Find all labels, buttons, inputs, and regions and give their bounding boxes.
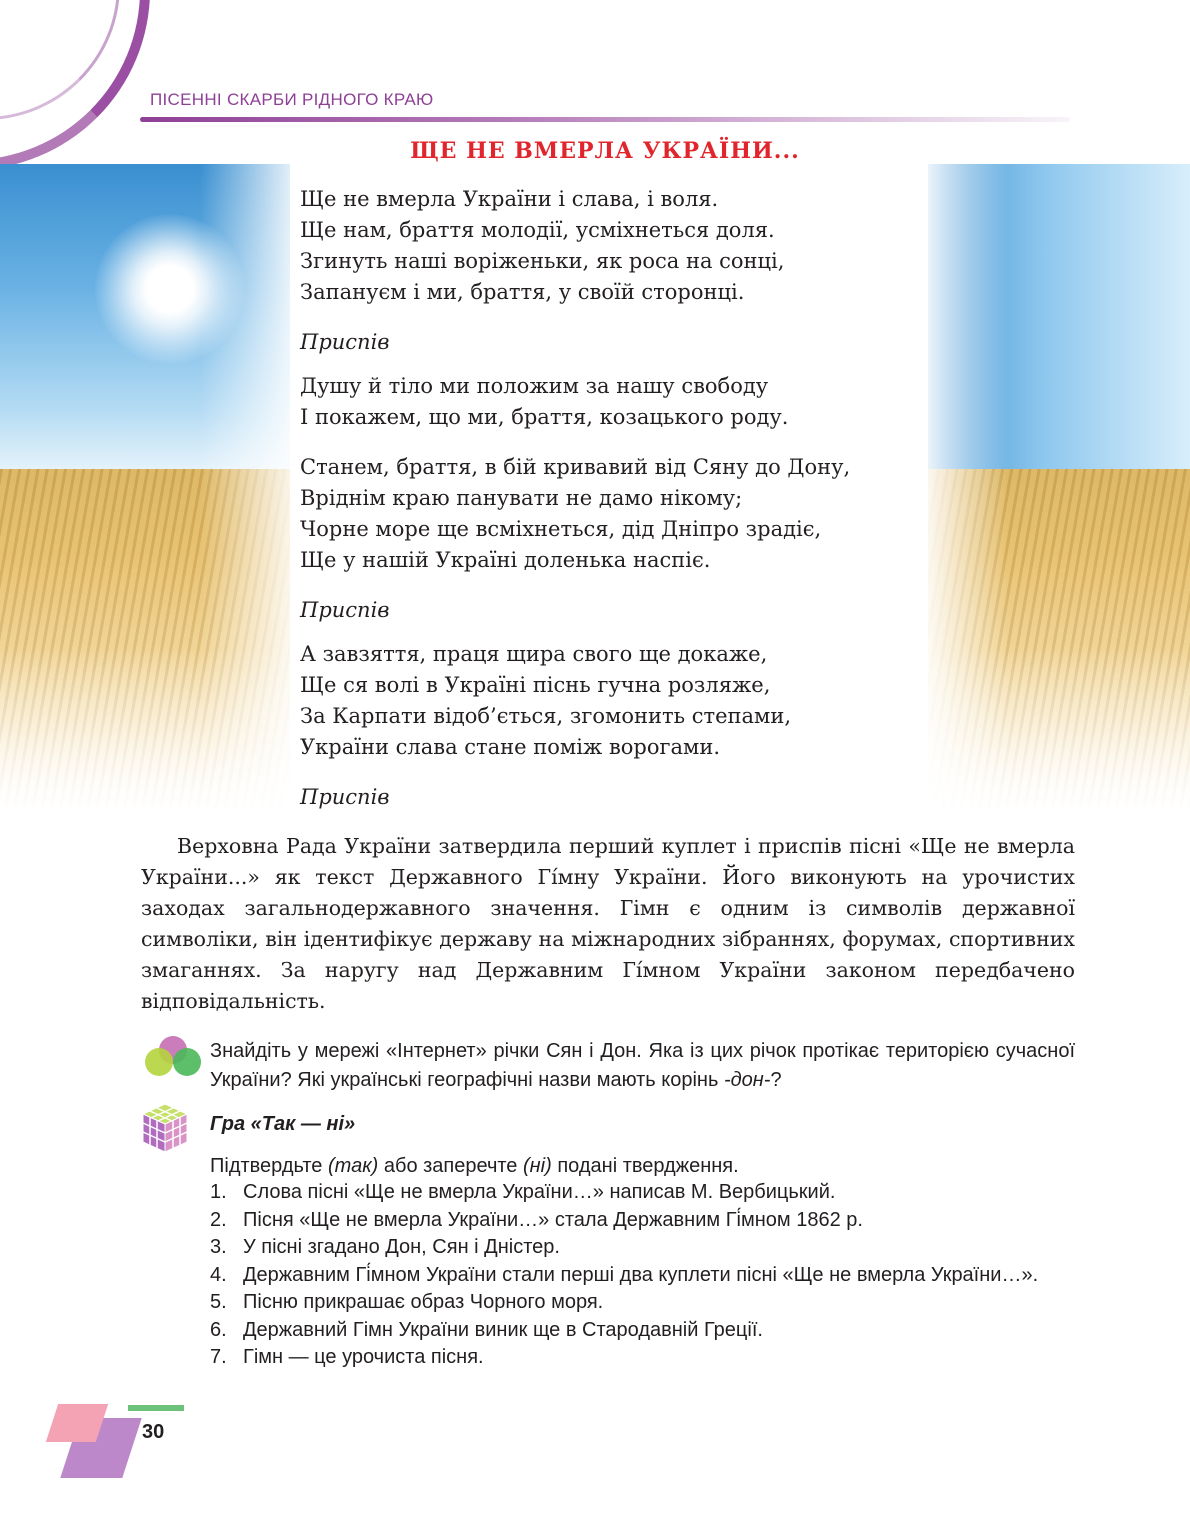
game-intro-part: подані твердження. [551,1155,739,1177]
page-number: 30 [142,1421,165,1443]
poem-line: Згинуть наші воріженьки, як роса на сонці, [300,249,785,273]
list-item [210,1234,1075,1262]
refrain-label: Приспів [300,785,390,809]
poem-line: Вріднім краю панувати не дамо нікому; [300,486,743,510]
poem-text [300,184,940,826]
list-item [210,1344,1075,1372]
list-item [210,1179,1075,1207]
list-item-number: 1. [210,1181,227,1203]
page-number-underline [128,1405,184,1411]
list-item-number: 4. [210,1263,227,1286]
list-item [210,1289,1075,1317]
task-text-end: ? [770,1069,782,1091]
game-intro-part: Підтвердьте [210,1155,328,1177]
internet-task-text [210,1037,1075,1095]
cube-icon [140,1102,190,1154]
list-item-text: Гімн — це урочиста пісня. [243,1346,484,1368]
game-statements-list [210,1179,1075,1372]
poem-line: Чорне море ще всміхнеться, дід Дніпро зрадіє, [300,517,822,541]
list-item-text: Пісню прикрашає образ Чорного моря. [243,1291,604,1313]
sky-field-photo-left [0,164,290,809]
list-item-text: Державним Гі́мном України стали перші два куплети пісні «Ще не вмерла України…». [243,1263,1039,1286]
list-item [210,1262,1075,1290]
list-item-number: 2. [210,1208,227,1231]
stanza-3 [300,639,940,763]
poem-line: Ще не вмерла України і слава, і воля. [300,187,719,211]
game-intro [210,1152,739,1180]
list-item [210,1317,1075,1345]
poem-line: України слава стане поміж ворогами. [300,735,721,759]
poem-title: ЩЕ НЕ ВМЕРЛА УКРАЇНИ... [410,138,800,164]
refrain-label: Приспів [300,330,390,354]
game-title: Гра «Так — ні» [210,1113,356,1135]
list-item-number: 5. [210,1291,227,1313]
list-item [210,1207,1075,1235]
poem-line: А завзяття, праця щира свого ще докаже, [300,642,768,666]
list-item-text: Слова пісні «Ще не вмерла України…» написав М. Вербицький. [243,1181,836,1203]
poem-line: Ще у нашій Україні доленька наспіє. [300,548,711,572]
poem-line: За Карпати відоб’ється, згомонить степами, [300,704,792,728]
poem-line: Душу й тіло ми положим за нашу свободу [300,374,769,398]
list-item-text: Державний Гімн України виник ще в Стародавній Греції. [243,1318,763,1341]
list-item-number: 7. [210,1346,227,1368]
header-divider [140,117,1070,122]
game-intro-no: (ні) [523,1155,552,1177]
game-intro-part: або заперечте [378,1155,523,1177]
anthem-paragraph-text: Верховна Рада України затвердила перший куплет і приспів пісні «Ще не вмерла України...» як текст Державного Гі́мну України. Його виконують на урочистих заходах загальнодержавного значення. Гімн є одним із символів державної символіки, він ідентифікує державу на міжнародних зібраннях, форумах, спортивних змаганнях. За наругу над Державним Гі́мном України законом передбачено відповідальність. [141,834,1075,1013]
poem-line: І покажем, що ми, браття, козацького роду. [300,405,789,429]
sky-field-photo-right [928,164,1190,809]
refrain-text [300,371,940,433]
task-root: -дон- [723,1069,771,1091]
game-intro-yes: (так) [327,1155,379,1177]
list-item-number: 3. [210,1236,227,1258]
stanza-2 [300,452,940,576]
refrain-label: Приспів [300,598,390,622]
poem-line: Запануєм і ми, браття, у своїй сторонці. [300,280,745,304]
list-item-number: 6. [210,1318,227,1341]
internet-task-icon [141,1036,207,1078]
section-title: ПІСЕННІ СКАРБИ РІДНОГО КРАЮ [150,90,434,109]
task-text-main: Знайдіть у мережі «Інтернет» річки Сян і Дон. Яка із цих річок протікає територією сучасної України? Які українські географічні назви мають корінь [210,1040,1075,1091]
poem-line: Ще ся волі в Україні піснь гучна розляже, [300,673,771,697]
poem-line: Ще нам, браття молодії, усміхнеться доля. [300,218,775,242]
list-item-text: У пісні згадано Дон, Сян і Дністер. [243,1236,560,1258]
stanza-1 [300,184,940,308]
anthem-paragraph [141,831,1075,1017]
list-item-text: Пісня «Ще не вмерла України…» стала Державним Гі́мном 1862 р. [243,1208,863,1231]
poem-line: Станем, браття, в бій кривавий від Сяну до Дону, [300,455,851,479]
